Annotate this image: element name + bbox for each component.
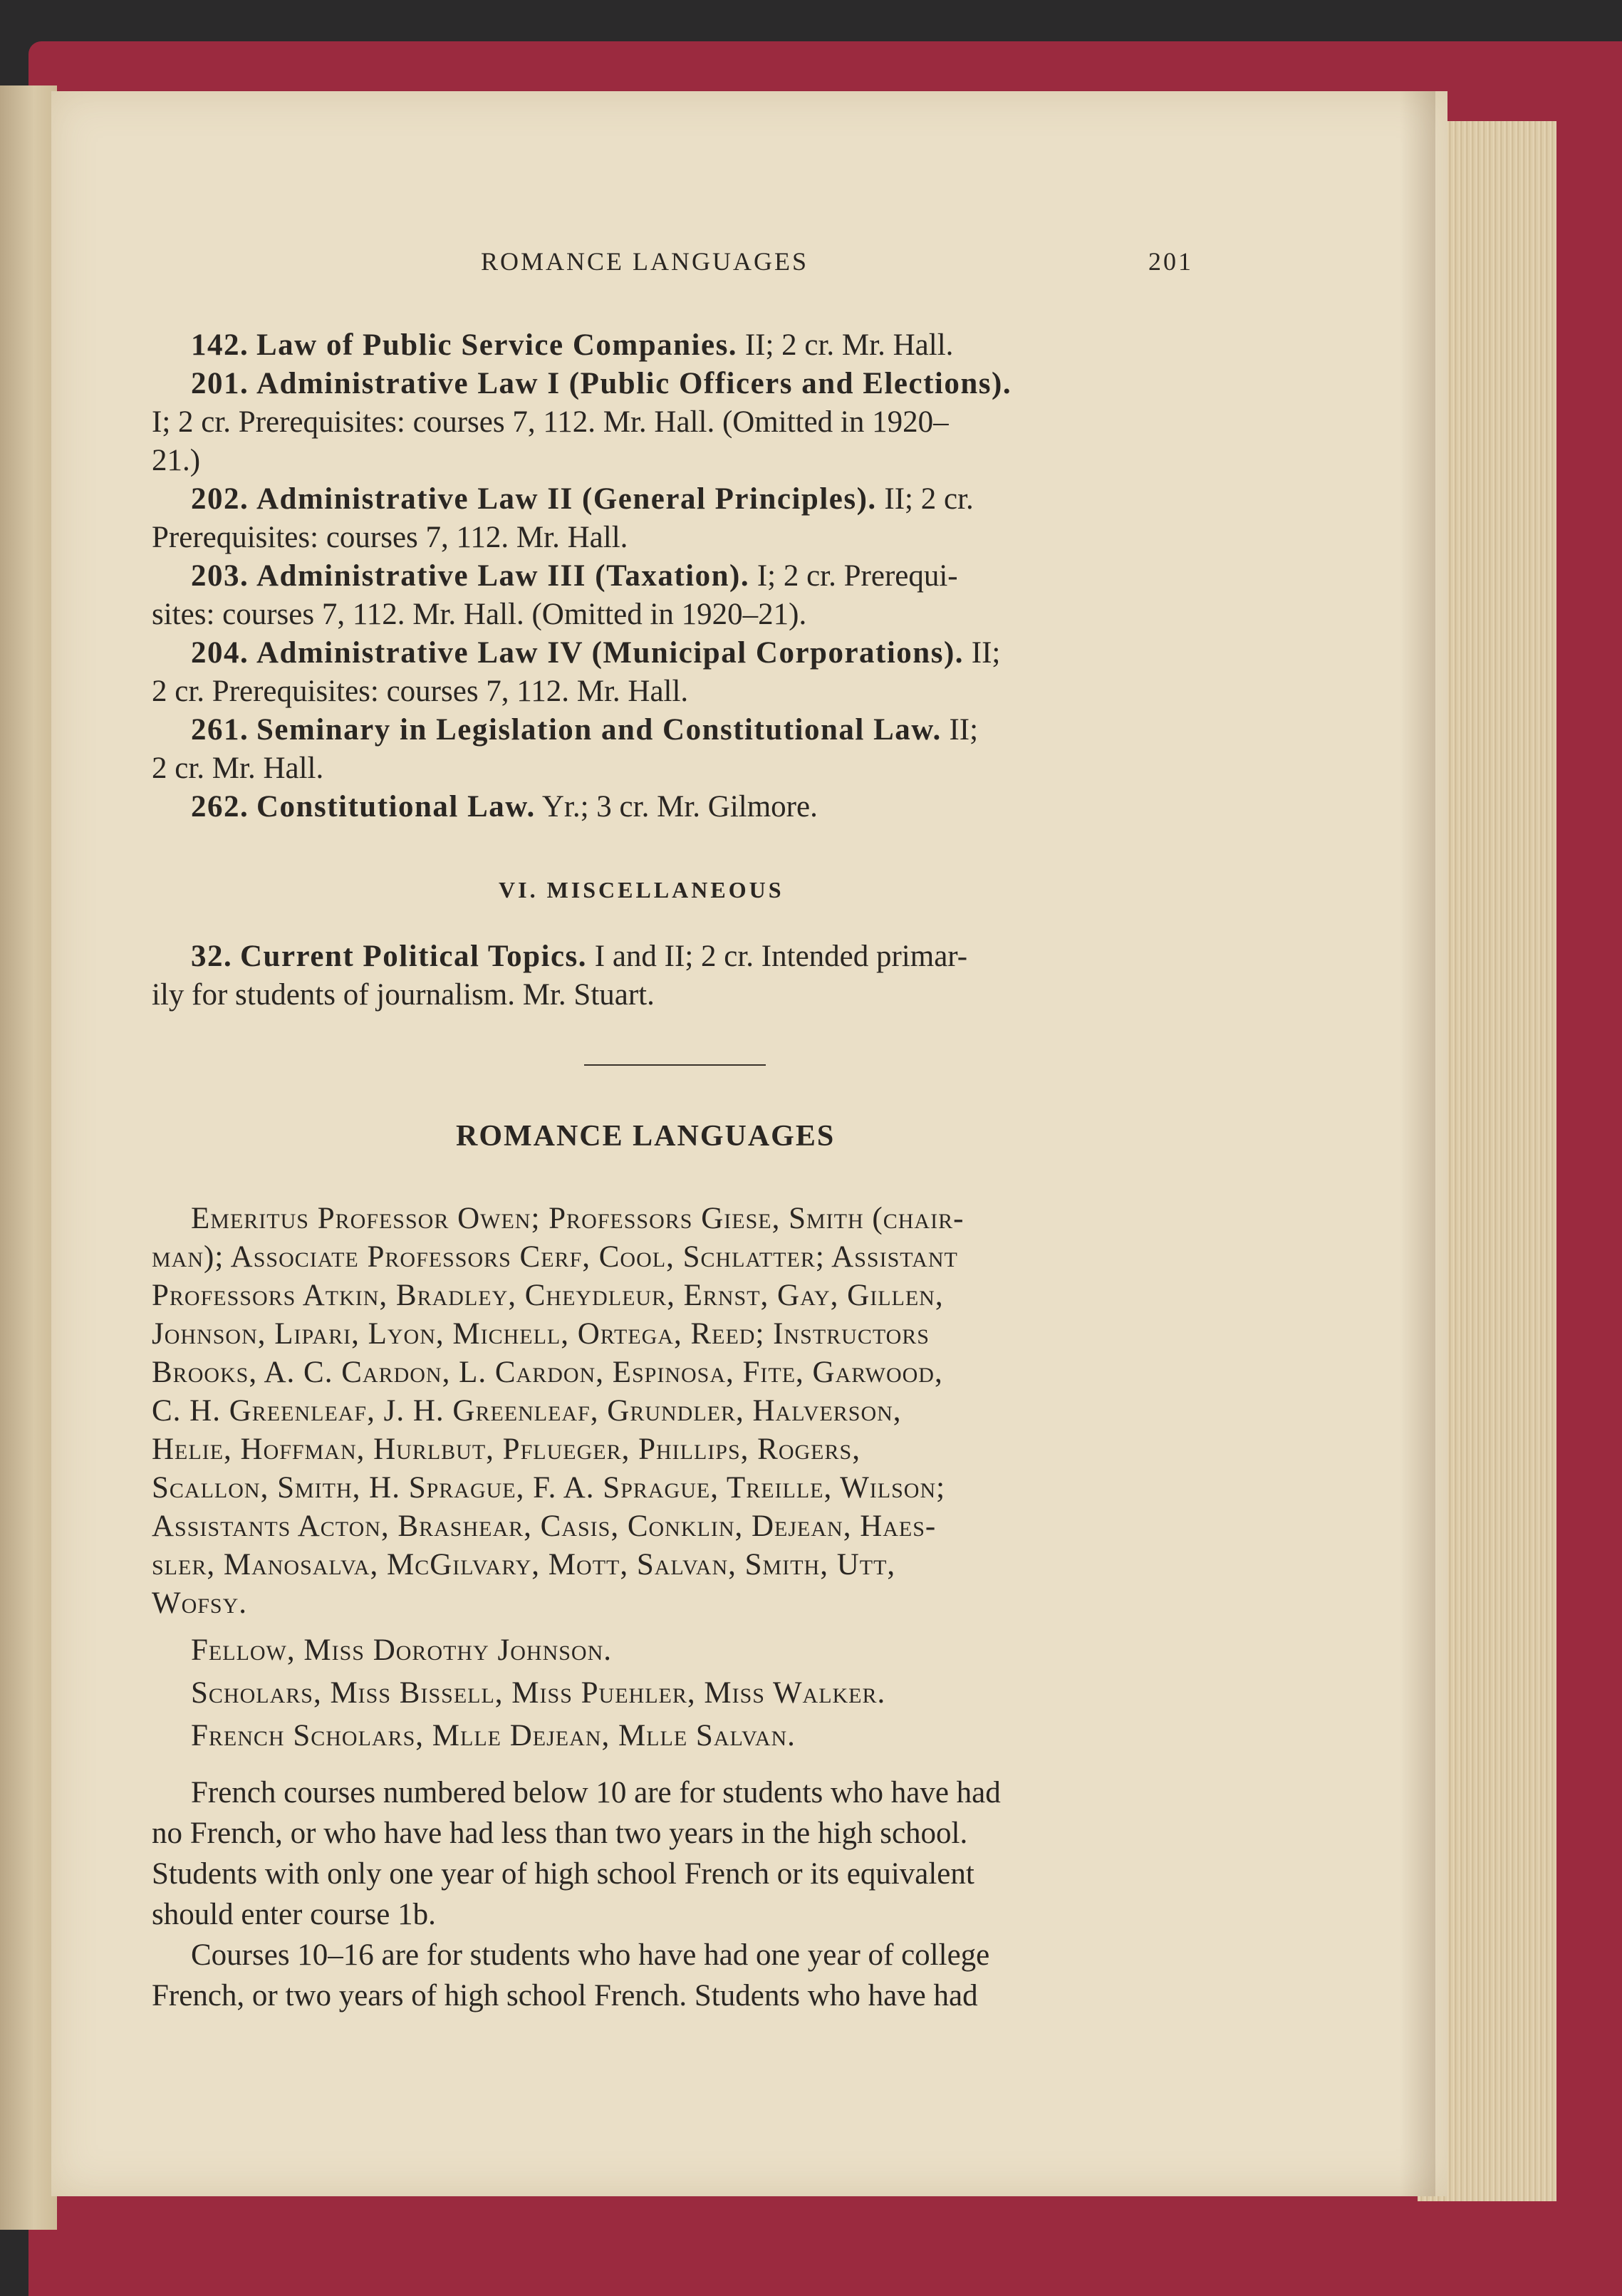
page-number: 201 [1148, 247, 1193, 276]
faculty-line: C. H. Greenleaf, J. H. Greenleaf, Grundler, Halverson, [152, 1394, 902, 1428]
course-details: II; [971, 636, 1001, 670]
course-entry [191, 788, 818, 826]
paragraph-line: Students with only one year of high school French or its equivalent [152, 1857, 974, 1891]
course-continuation: 2 cr. Prerequisites: courses 7, 112. Mr. Hall. [152, 675, 689, 708]
paragraph-line: Courses 10–16 are for students who have had one year of college [191, 1938, 990, 1972]
divider-rule [584, 1064, 766, 1066]
course-title: Administrative Law II (General Principles). [256, 482, 877, 516]
course-continuation: 2 cr. Mr. Hall. [152, 752, 324, 785]
facing-page-edge [0, 85, 57, 2230]
course-entry [191, 711, 978, 749]
fellow-line: Fellow, Miss Dorothy Johnson. [191, 1633, 613, 1667]
paragraph-line: French, or two years of high school French. Students who have had [152, 1979, 978, 2012]
faculty-line: Professors Atkin, Bradley, Cheydleur, Ernst, Gay, Gillen, [152, 1279, 944, 1312]
course-title: Constitutional Law. [256, 790, 536, 824]
faculty-line: Scallon, Smith, H. Sprague, F. A. Sprague, Treille, Wilson; [152, 1471, 946, 1505]
course-entry [191, 480, 974, 519]
course-details: II; 2 cr. Mr. Hall. [744, 328, 954, 362]
course-entry [191, 937, 967, 976]
course-details: I; 2 cr. Prerequi- [757, 559, 958, 593]
paragraph-line: should enter course 1b. [152, 1898, 436, 1931]
scholars-line: Scholars, Miss Bissell, Miss Puehler, Miss Walker. [191, 1676, 886, 1710]
course-entry [191, 365, 1012, 403]
course-entry [191, 634, 1000, 672]
course-number: 203. [191, 559, 249, 593]
course-number: 32. [191, 940, 233, 973]
course-continuation: I; 2 cr. Prerequisites: courses 7, 112. Mr. Hall. (Omitted in 1920– [152, 405, 949, 439]
course-continuation: sites: courses 7, 112. Mr. Hall. (Omitted in 1920–21). [152, 598, 807, 631]
course-entry [191, 326, 953, 365]
section-heading-miscellaneous: VI. MISCELLANEOUS [499, 877, 784, 903]
course-details: Yr.; 3 cr. Mr. Gilmore. [541, 790, 818, 824]
course-number: 142. [191, 328, 249, 362]
course-continuation: 21.) [152, 444, 201, 477]
course-continuation: ily for students of journalism. Mr. Stuart. [152, 978, 655, 1012]
paragraph-line: no French, or who have had less than two years in the high school. [152, 1817, 968, 1850]
course-title: Seminary in Legislation and Constitutional Law. [256, 713, 942, 747]
course-number: 201. [191, 367, 249, 400]
course-title: Administrative Law IV (Municipal Corporations). [256, 636, 965, 670]
course-number: 262. [191, 790, 249, 824]
course-details: I and II; 2 cr. Intended primar- [594, 940, 968, 973]
course-number: 204. [191, 636, 249, 670]
paragraph-line: French courses numbered below 10 are for students who have had [191, 1776, 1001, 1809]
course-title: Law of Public Service Companies. [256, 328, 738, 362]
department-title: ROMANCE LANGUAGES [456, 1120, 836, 1153]
course-number: 202. [191, 482, 249, 516]
faculty-line: sler, Manosalva, McGilvary, Mott, Salvan, Smith, Utt, [152, 1548, 896, 1581]
course-title: Current Political Topics. [240, 940, 588, 973]
running-header-title: ROMANCE LANGUAGES [481, 247, 809, 276]
faculty-line: Emeritus Professor Owen; Professors Giese, Smith (chair- [191, 1202, 965, 1235]
course-details: II; [949, 713, 979, 747]
course-title: Administrative Law III (Taxation). [256, 559, 750, 593]
french-scholars-line: French Scholars, Mlle Dejean, Mlle Salvan. [191, 1719, 796, 1752]
faculty-line: Johnson, Lipari, Lyon, Michell, Ortega, Reed; Instructors [152, 1317, 930, 1351]
course-number: 261. [191, 713, 249, 747]
faculty-line: Brooks, A. C. Cardon, L. Cardon, Espinosa, Fite, Garwood, [152, 1356, 943, 1389]
faculty-line: Wofsy. [152, 1586, 248, 1620]
course-title: Administrative Law I (Public Officers and Elections). [256, 367, 1012, 400]
course-entry [191, 557, 958, 596]
faculty-line: man); Associate Professors Cerf, Cool, Schlatter; Assistant [152, 1240, 958, 1274]
faculty-line: Assistants Acton, Brashear, Casis, Conklin, Dejean, Haes- [152, 1510, 937, 1543]
course-details: II; 2 cr. [884, 482, 974, 516]
faculty-line: Helie, Hoffman, Hurlbut, Pflueger, Phillips, Rogers, [152, 1433, 861, 1466]
course-continuation: Prerequisites: courses 7, 112. Mr. Hall. [152, 521, 628, 554]
page-gutter-shadow [1400, 91, 1435, 2196]
